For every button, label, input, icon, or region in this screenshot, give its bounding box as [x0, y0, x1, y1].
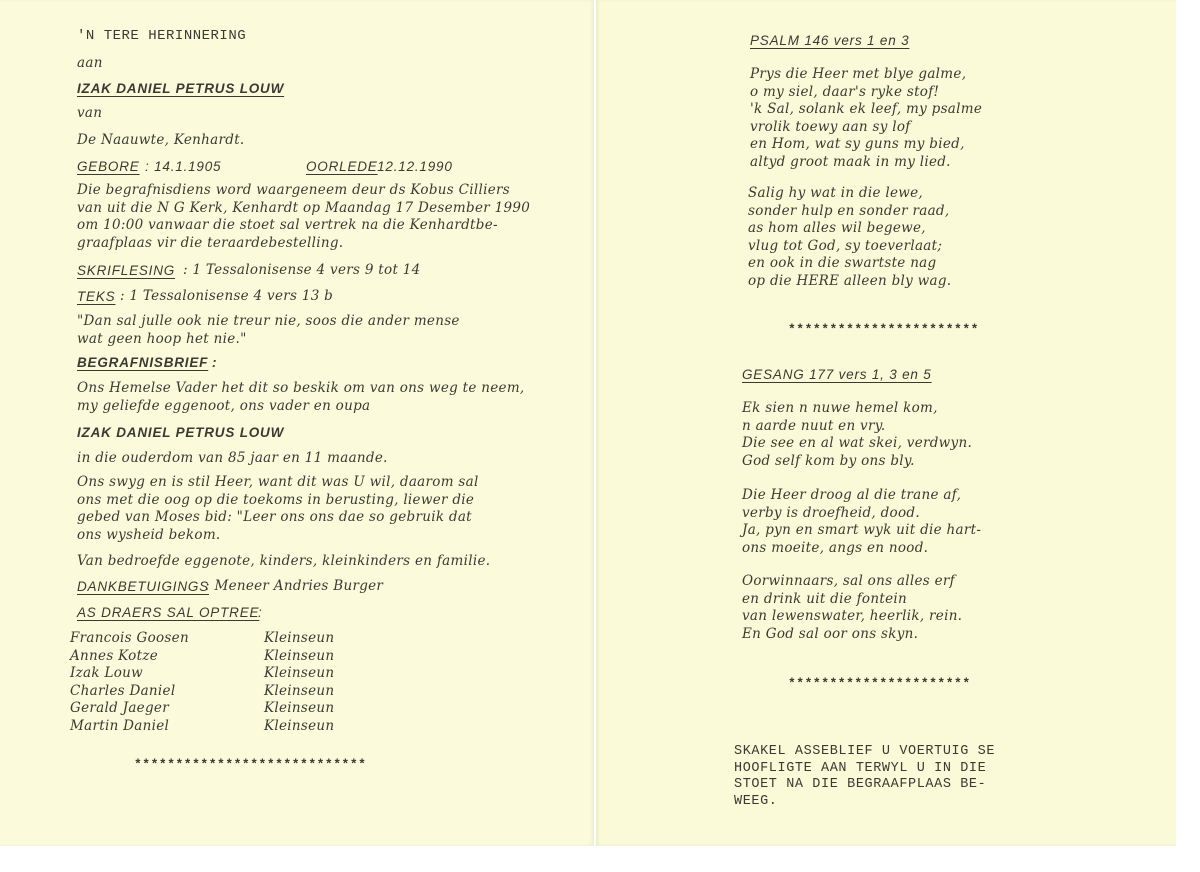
psalm-verse-1 [750, 66, 982, 171]
silence-line: ons wysheid bekom. [77, 526, 221, 543]
verse-line: Die see en al wat skei, verdwyn. [742, 435, 973, 451]
star-divider: ********************** [788, 676, 971, 691]
verse-line: 'k Sal, solank ek leef, my psalme [750, 101, 983, 117]
verse-line: altyd groot maak in my lied. [750, 153, 951, 170]
verse-line: van lewenswater, heerlik, rein. [742, 608, 963, 624]
from-line: Van bedroefde eggenote, kinders, kleinkinders en familie. [77, 553, 491, 569]
gesang-verse-1 [742, 400, 972, 470]
bearer-relation: Kleinseun [264, 647, 335, 664]
verse-line: Prys die Heer met blye galme, [750, 66, 967, 82]
silence-line: ons met die oog op die toekoms in berusting, liewer die [77, 491, 475, 508]
text-label: TEKS [77, 289, 116, 304]
bearers-label: AS DRAERS SAL OPTREE [77, 605, 260, 620]
bearer-name: Martin Daniel [70, 717, 170, 734]
place-text: De Naauwte, Kenhardt. [77, 132, 245, 148]
letter-paragraph [77, 380, 525, 415]
verse-line: En God sal oor ons skyn. [742, 625, 919, 642]
verse-line: o my siel, daar's ryke stof! [750, 83, 940, 100]
notice-line: WEEG. [734, 793, 778, 809]
verse-line: ons moeite, angs en nood. [742, 539, 929, 556]
notice-line: HOOFLIGTE AAN TERWYL U IN DIE [734, 760, 987, 776]
bearers-relations [264, 630, 334, 735]
born-label: GEBORE [77, 159, 140, 174]
letter-line: my geliefde eggenoot, ons vader en oupa [77, 397, 371, 414]
bearer-relation: Kleinseun [264, 700, 335, 716]
psalm-title: PSALM 146 vers 1 en 3 [750, 33, 910, 48]
silence-line: gebed van Moses bid: "Leer ons ons dae so gebruik dat [77, 509, 472, 525]
verse-line: en drink uit die fontein [742, 590, 907, 607]
letter-line: Ons Hemelse Vader het dit so beskik om van ons weg te neem, [77, 380, 525, 396]
verse-line: Salig hy wat in die lewe, [748, 185, 923, 201]
verse-line: Oorwinnaars, sal ons alles erf [742, 573, 955, 589]
verse-line: Ja, pyn en smart wyk uit die hart- [742, 522, 982, 538]
verse-line: God self kom by ons bly. [742, 452, 915, 469]
verse-line: as hom alles wil begewe, [748, 220, 926, 236]
died-label: OORLEDE [306, 159, 378, 174]
bearer-relation: Kleinseun [264, 682, 335, 699]
gesang-verse-2 [742, 487, 981, 557]
service-line: Die begrafnisdiens word waargeneem deur ds Kobus Cilliers [77, 182, 510, 198]
gesang-title: GESANG 177 vers 1, 3 en 5 [742, 367, 932, 382]
aan-text: aan [77, 55, 103, 71]
bearer-relation: Kleinseun [264, 630, 335, 646]
bearer-name: Francois Goosen [70, 630, 189, 646]
notice-line: STOET NA DIE BEGRAAFPLAAS BE- [734, 777, 987, 792]
quote-paragraph [77, 313, 460, 348]
age-line: in die ouderdom van 85 jaar en 11 maande. [77, 450, 388, 466]
service-paragraph [77, 182, 530, 252]
verse-line: vrolik toewy aan sy lof [750, 118, 911, 135]
thanks-value: : Meneer Andries Burger [205, 578, 384, 594]
psalm-verse-2 [748, 185, 951, 290]
memorial-heading: 'N TERE HERINNERING [77, 28, 247, 44]
headlights-notice [734, 744, 995, 810]
star-divider: **************************** [134, 757, 367, 772]
star-divider: *********************** [788, 322, 979, 337]
reading-value: : 1 Tessalonisense 4 vers 9 tot 14 [183, 262, 421, 278]
letter-label: BEGRAFNISBRIEF [77, 355, 209, 370]
verse-line: n aarde nuut en vry. [742, 417, 886, 434]
quote-line: wat geen hoop het nie." [77, 330, 247, 347]
bearer-name: Annes Kotze [70, 647, 159, 664]
bearers-colon: : [258, 605, 263, 620]
deceased-name-repeat: IZAK DANIEL PETRUS LOUW [77, 425, 285, 440]
left-page [0, 0, 594, 846]
died-value: : 12.12.1990 [368, 159, 453, 174]
silence-line: Ons swyg en is stil Heer, want dit was U wil, daarom sal [77, 474, 479, 490]
bearers-names [70, 630, 189, 735]
bearer-name: Charles Daniel [70, 682, 176, 699]
verse-line: sonder hulp en sonder raad, [748, 202, 950, 219]
verse-line: Ek sien n nuwe hemel kom, [742, 400, 938, 416]
text-value: : 1 Tessalonisense 4 vers 13 b [120, 288, 334, 304]
verse-line: en ook in die swartste nag [748, 255, 937, 271]
bearer-relation: Kleinseun [264, 717, 335, 734]
silence-paragraph [77, 474, 479, 544]
right-page [596, 0, 1176, 846]
bearer-relation: Kleinseun [264, 665, 335, 681]
born-value: : 14.1.1905 [145, 159, 222, 174]
bearer-name: Gerald Jaeger [70, 700, 169, 716]
service-line: van uit die N G Kerk, Kenhardt op Maandag 17 Desember 1990 [77, 199, 531, 216]
notice-line: SKAKEL ASSEBLIEF U VOERTUIG SE [734, 744, 996, 759]
gesang-verse-3 [742, 573, 962, 643]
thanks-label: DANKBETUIGINGS [77, 579, 209, 594]
verse-line: vlug tot God, sy toeverlaat; [748, 237, 943, 254]
verse-line: en Hom, wat sy guns my bied, [750, 136, 965, 152]
service-line: graafplaas vir die teraardebestelling. [77, 234, 344, 251]
deceased-name: IZAK DANIEL PETRUS LOUW [77, 81, 285, 96]
letter-colon: : [212, 355, 218, 370]
verse-line: Die Heer droog al die trane af, [742, 487, 962, 503]
verse-line: op die HERE alleen bly wag. [748, 272, 952, 289]
van-text: van [77, 105, 103, 121]
service-line: om 10:00 vanwaar die stoet sal vertrek na die Kenhardtbe- [77, 217, 498, 233]
bearer-name: Izak Louw [70, 665, 144, 681]
verse-line: verby is droefheid, dood. [742, 504, 920, 521]
reading-label: SKRIFLESING [77, 263, 176, 278]
quote-line: "Dan sal julle ook nie treur nie, soos die ander mense [77, 313, 460, 329]
